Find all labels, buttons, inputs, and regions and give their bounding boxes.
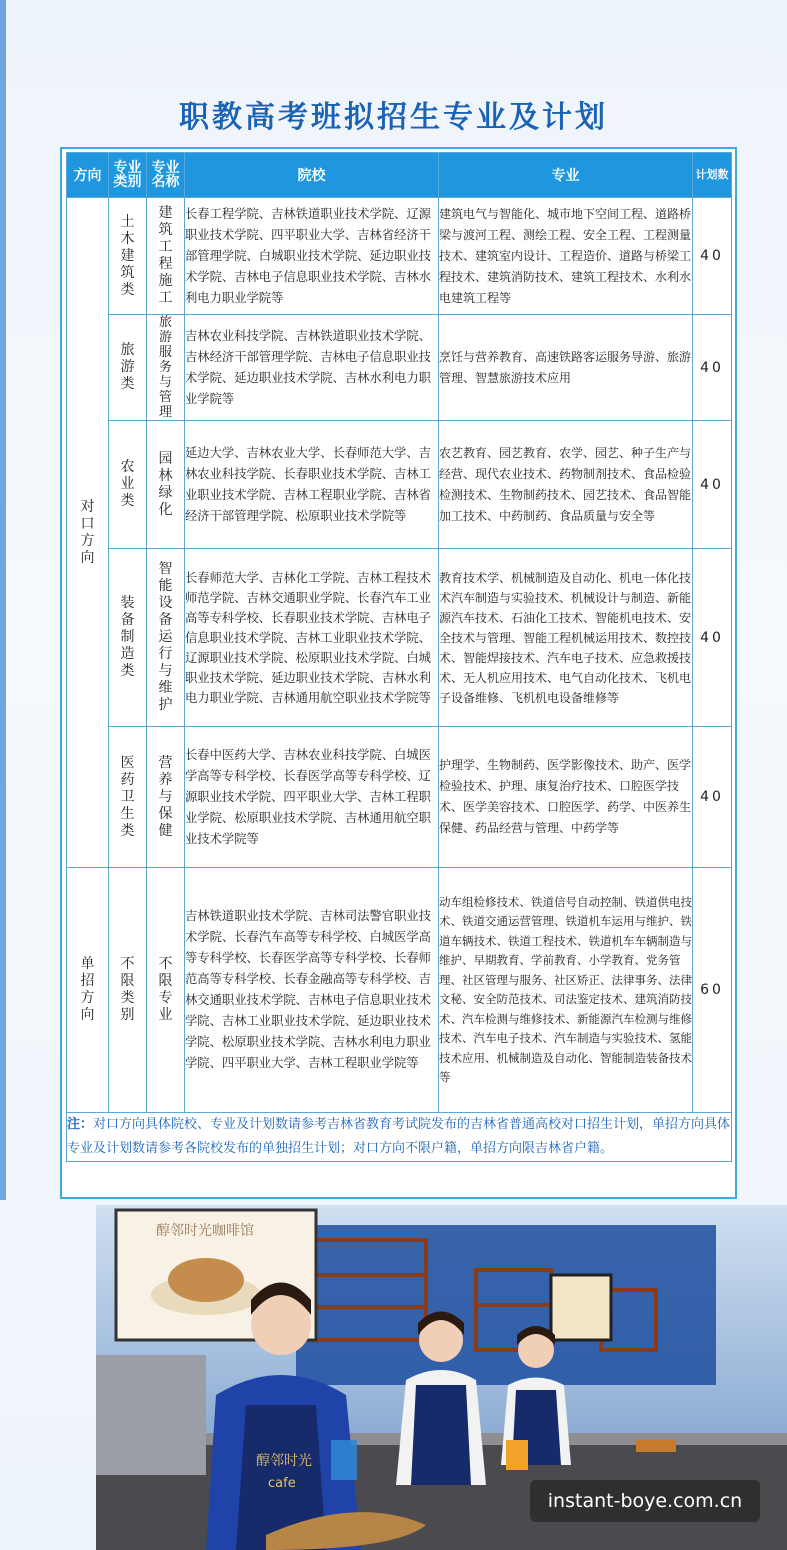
category-cell: 医药卫生类 — [109, 727, 147, 868]
header-schools: 院校 — [185, 153, 439, 198]
note-label: 注： — [67, 1117, 94, 1132]
watermark: instant-boye.com.cn — [530, 1480, 760, 1522]
apron-text: 醇邻时光 — [256, 1453, 312, 1469]
quota-cell: 40 — [693, 421, 732, 549]
note-cell — [67, 1113, 732, 1162]
schools-cell: 吉林农业科技学院、吉林铁道职业技术学院、吉林经济干部管理学院、吉林电子信息职业技术学院、延边职业技术学院、吉林水利电力职业学院等 — [185, 315, 439, 421]
quota-cell: 40 — [693, 549, 732, 727]
table-row — [67, 727, 732, 868]
majors-cell: 动车组检修技术、铁道信号自动控制、铁道供电技术、铁道交通运营管理、铁道机车运用与维护、铁道车辆技术、铁道工程技术、铁道机车车辆制造与维护、早期教育、学前教育、小学教育、党务管理、社区管理与服务、社区矫正、法律事务、法律文秘、安全防范技术、司法鉴定技术、建筑消防技术、汽车检测与维修技术、新能源汽车检测与维修技术、汽车电子技术、汽车制造与实验技术、氢能技术应用、机械制造及自动化、智能制造装备技术等 — [439, 868, 693, 1113]
header-majors: 专业 — [439, 153, 693, 198]
majors-cell: 教育技术学、机械制造及自动化、机电一体化技术汽车制造与实验技术、机械设计与制造、新能源汽车技术、石油化工技术、智能机电技术、安全技术与管理、智能工程机械运用技术、数控技术、智能焊接技术、汽车电子技术、应急救援技术、无人机应用技术、电气自动化技术、飞机电子设备维修、飞机机电设备维修等 — [439, 549, 693, 727]
direction-cell: 对口方向 — [67, 198, 109, 868]
majors-cell: 烹饪与营养教育、高速铁路客运服务导游、旅游管理、智慧旅游技术应用 — [439, 315, 693, 421]
table-row — [67, 868, 732, 1113]
schools-cell: 吉林铁道职业技术学院、吉林司法警官职业技术学院、长春汽车高等专科学校、白城医学高等专科学校、长春医学高等专科学校、长春师范高等专科学校、长春金融高等专科学校、吉林交通职业技术学院、吉林电子信息职业技术学院、吉林工业职业技术学院、延边职业技术学院、松原职业技术学院、吉林水利电力职业学院、四平职业大学、吉林工程职业学院等 — [185, 868, 439, 1113]
table-row — [67, 549, 732, 727]
direction-cell: 单招方向 — [67, 868, 109, 1113]
table-header-row — [67, 153, 732, 198]
quota-cell: 40 — [693, 727, 732, 868]
header-quota: 计划数 — [693, 153, 732, 198]
majors-cell: 建筑电气与智能化、城市地下空间工程、道路桥梁与渡河工程、测绘工程、安全工程、工程测量技术、建筑室内设计、工程造价、道路与桥梁工程技术、建筑消防技术、建筑工程技术、水利水电建筑工程等 — [439, 198, 693, 315]
schools-cell: 延边大学、吉林农业大学、长春师范大学、吉林农业科技学院、长春职业技术学院、吉林工业职业技术学院、吉林工程职业学院、吉林省经济干部管理学院、松原职业技术学院等 — [185, 421, 439, 549]
category-cell: 旅游类 — [109, 315, 147, 421]
category-cell: 土木建筑类 — [109, 198, 147, 315]
majors-cell: 农艺教育、园艺教育、农学、园艺、种子生产与经营、现代农业技术、药物制剂技术、食品检验检测技术、生物制药技术、园艺技术、食品智能加工技术、中药制药、食品质量与安全等 — [439, 421, 693, 549]
header-direction: 方向 — [67, 153, 109, 198]
major-name-cell: 建筑工程施工 — [147, 198, 185, 315]
category-cell: 装备制造类 — [109, 549, 147, 727]
apron-sub: cafe — [268, 1476, 296, 1491]
quota-cell: 60 — [693, 868, 732, 1113]
note-row — [67, 1113, 732, 1162]
poster-text: 醇邻时光咖啡馆 — [156, 1223, 254, 1239]
note-text: 对口方向具体院校、专业及计划数请参考吉林省教育考试院发布的吉林省普通高校对口招生计划，单招方向具体专业及计划数请参考各院校发布的单独招生计划；对口方向不限户籍，单招方向限吉林省户籍。 — [67, 1117, 731, 1156]
left-accent-bar — [0, 0, 6, 1200]
major-name-cell: 不限专业 — [147, 868, 185, 1113]
table-row — [67, 315, 732, 421]
major-name-cell: 智能设备运行与维护 — [147, 549, 185, 727]
major-name-cell: 营养与保健 — [147, 727, 185, 868]
schools-cell: 长春师范大学、吉林化工学院、吉林工程技术师范学院、吉林交通职业学院、长春汽车工业高等专科学校、长春职业技术学院、吉林电子信息职业技术学院、吉林工业职业技术学院、辽源职业技术学院、松原职业技术学院、白城职业技术学院、延边职业技术学院、吉林水利电力职业学院、吉林通用航空职业技术学院等 — [185, 549, 439, 727]
table-row — [67, 421, 732, 549]
page-title: 职教高考班拟招生专业及计划 — [179, 100, 608, 135]
table-row — [67, 198, 732, 315]
major-name-cell: 旅游服务与管理 — [147, 315, 185, 421]
schools-cell: 长春工程学院、吉林铁道职业技术学院、辽源职业技术学院、四平职业大学、吉林省经济干部管理学院、白城职业技术学院、延边职业技术学院、吉林电子信息职业技术学院、吉林水利电力职业学院等 — [185, 198, 439, 315]
schools-cell: 长春中医药大学、吉林农业科技学院、白城医学高等专科学校、长春医学高等专科学校、辽源职业技术学院、四平职业大学、吉林工程职业学院、松原职业技术学院、吉林通用航空职业技术学院等 — [185, 727, 439, 868]
major-name-cell: 园林绿化 — [147, 421, 185, 549]
majors-cell: 护理学、生物制药、医学影像技术、助产、医学检验技术、护理、康复治疗技术、口腔医学技术、医学美容技术、口腔医学、药学、中医养生保健、药品经营与管理、中药学等 — [439, 727, 693, 868]
category-cell: 不限类别 — [109, 868, 147, 1113]
header-major-name: 专业名称 — [147, 153, 185, 198]
quota-cell: 40 — [693, 198, 732, 315]
quota-cell: 40 — [693, 315, 732, 421]
header-category: 专业类别 — [109, 153, 147, 198]
enrollment-plan-table — [66, 152, 732, 1162]
category-cell: 农业类 — [109, 421, 147, 549]
